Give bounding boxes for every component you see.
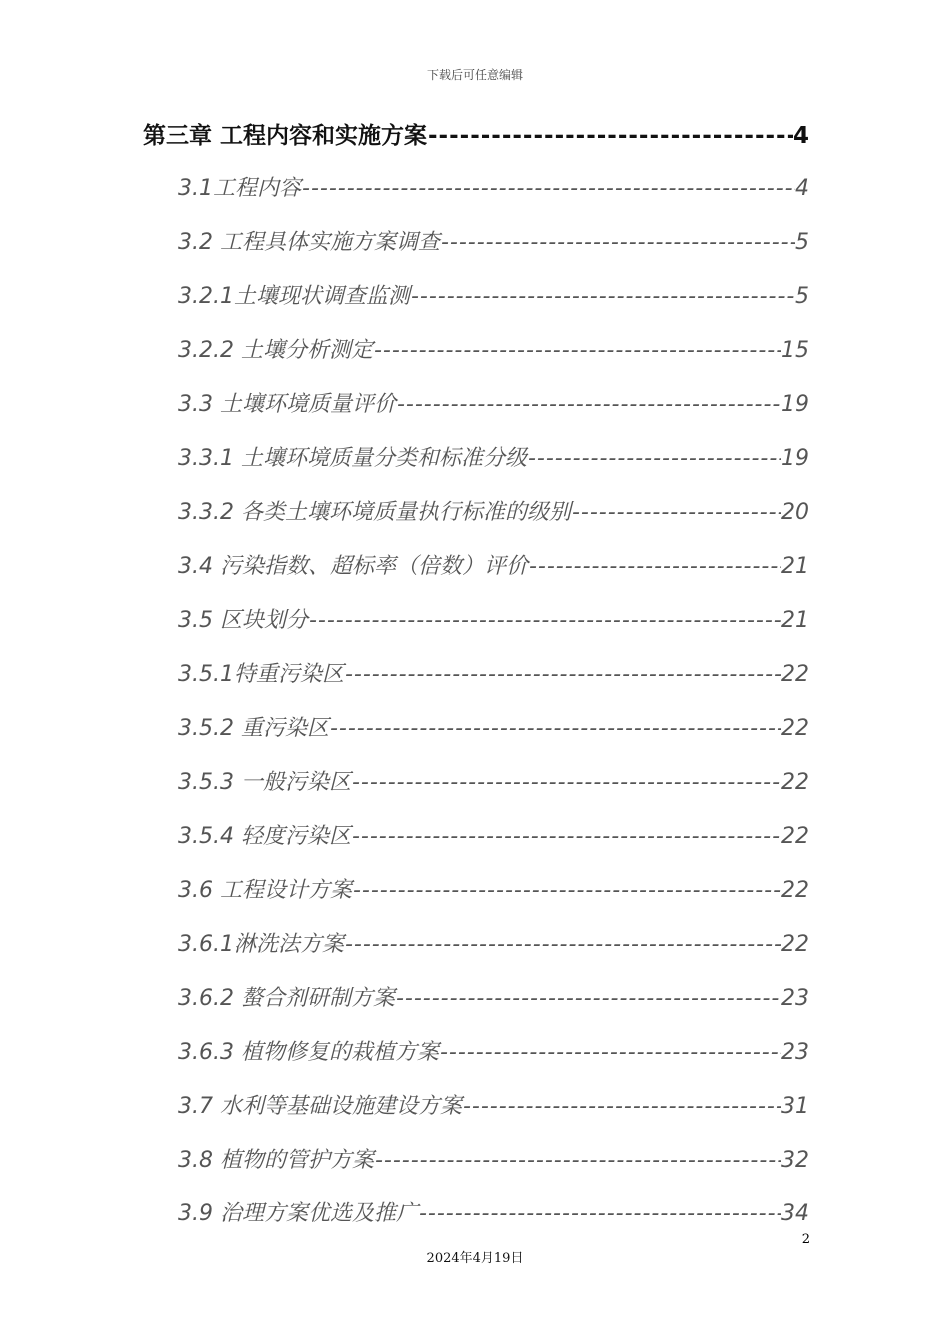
toc-dot-leader	[344, 932, 781, 957]
toc-entry-title: 3.3.2 各类土壤环境质量执行标准的级别	[178, 500, 571, 525]
toc-entry-title: 3.2.1土壤现状调查监测	[178, 284, 410, 309]
toc-dot-leader	[352, 878, 781, 903]
toc-entry[interactable]	[178, 1196, 809, 1227]
toc-entry[interactable]	[178, 927, 809, 958]
toc-chapter-entry[interactable]	[143, 117, 809, 150]
toc-entry-title: 3.6.1淋洗法方案	[178, 932, 344, 957]
toc-entry-title: 3.6.3 植物修复的栽植方案	[178, 1040, 439, 1065]
toc-entry[interactable]	[178, 603, 809, 634]
toc-entry-page: 21	[781, 554, 809, 579]
page-footer-date: 2024年4月19日	[426, 1251, 524, 1266]
toc-entry-page: 22	[781, 824, 809, 849]
toc-dot-leader	[329, 716, 781, 741]
toc-dot-leader	[418, 1201, 781, 1226]
toc-entry[interactable]	[178, 1143, 809, 1174]
toc-entry-page: 34	[781, 1201, 809, 1226]
page-number: 2	[801, 1232, 810, 1247]
toc-entry-title: 3.5.2 重污染区	[178, 716, 329, 741]
toc-entry[interactable]	[178, 495, 809, 526]
toc-entry-title: 3.1工程内容	[178, 176, 301, 201]
toc-entry[interactable]	[178, 1089, 809, 1120]
toc-dot-leader	[395, 986, 781, 1011]
toc-entry-page: 4	[792, 123, 809, 149]
toc-entry[interactable]	[178, 1035, 809, 1066]
toc-entry-page: 22	[781, 878, 809, 903]
toc-entry-title: 3.3.1 土壤环境质量分类和标准分级	[178, 446, 527, 471]
toc-entry-title: 3.3 土壤环境质量评价	[178, 392, 396, 417]
toc-entry-title: 3.9 治理方案优选及推广	[178, 1201, 418, 1226]
toc-entry-page: 5	[795, 284, 809, 309]
toc-dot-leader	[571, 500, 781, 525]
toc-entry-title: 3.5.1特重污染区	[178, 662, 344, 687]
toc-dot-leader	[528, 554, 781, 579]
toc-dot-leader	[439, 1040, 781, 1065]
page-header: 下载后可任意编辑	[426, 68, 523, 82]
toc-entry[interactable]	[178, 279, 809, 310]
toc-entry-title: 3.4 污染指数、超标率（倍数）评价	[178, 554, 528, 579]
toc-entry-page: 5	[795, 230, 809, 255]
toc-entry[interactable]	[178, 387, 809, 418]
toc-dot-leader	[351, 824, 781, 849]
toc-entry-page: 22	[781, 932, 809, 957]
toc-entry-title: 3.7 水利等基础设施建设方案	[178, 1094, 462, 1119]
toc-entry-page: 21	[781, 608, 809, 633]
toc-entry[interactable]	[178, 981, 809, 1012]
toc-entry[interactable]	[178, 765, 809, 796]
toc-entry[interactable]	[178, 171, 809, 202]
toc-entry-page: 22	[781, 716, 809, 741]
toc-dot-leader	[396, 392, 781, 417]
toc-dot-leader	[427, 123, 793, 149]
toc-entry-title: 3.5.3 一般污染区	[178, 770, 351, 795]
toc-entry-title: 3.6.2 螯合剂研制方案	[178, 986, 395, 1011]
toc-entry-page: 20	[781, 500, 809, 525]
toc-entry-page: 22	[781, 770, 809, 795]
toc-entry-page: 22	[781, 662, 809, 687]
toc-entry-title: 第三章 工程内容和实施方案	[143, 123, 428, 149]
toc-dot-leader	[410, 284, 795, 309]
toc-entry[interactable]	[178, 441, 809, 472]
toc-entry-title: 3.2 工程具体实施方案调查	[178, 230, 440, 255]
toc-entry[interactable]	[178, 819, 809, 850]
toc-entry[interactable]	[178, 333, 809, 364]
toc-entry-page: 15	[781, 338, 809, 363]
toc-entry-title: 3.5 区块划分	[178, 608, 308, 633]
toc-dot-leader	[351, 770, 781, 795]
toc-dot-leader	[462, 1094, 781, 1119]
toc-dot-leader	[374, 1148, 781, 1173]
toc-entry-page: 4	[795, 176, 809, 201]
toc-dot-leader	[301, 176, 795, 201]
toc-dot-leader	[373, 338, 781, 363]
toc-entry-title: 3.8 植物的管护方案	[178, 1148, 374, 1173]
toc-entry-page: 32	[781, 1148, 809, 1173]
toc-entry[interactable]	[178, 711, 809, 742]
toc-entry[interactable]	[178, 873, 809, 904]
toc-entry-page: 23	[781, 1040, 809, 1065]
toc-entry-page: 19	[781, 446, 809, 471]
toc-dot-leader	[527, 446, 781, 471]
toc-entry[interactable]	[178, 225, 809, 256]
toc-entry-page: 19	[781, 392, 809, 417]
toc-entry[interactable]	[178, 549, 809, 580]
toc-dot-leader	[344, 662, 781, 687]
toc-entry-page: 31	[781, 1094, 809, 1119]
toc-entry[interactable]	[178, 657, 809, 688]
toc-entry-title: 3.5.4 轻度污染区	[178, 824, 351, 849]
toc-entry-title: 3.2.2 土壤分析测定	[178, 338, 373, 363]
toc-dot-leader	[308, 608, 781, 633]
toc-dot-leader	[440, 230, 795, 255]
toc-entry-page: 23	[781, 986, 809, 1011]
toc-entry-title: 3.6 工程设计方案	[178, 878, 352, 903]
